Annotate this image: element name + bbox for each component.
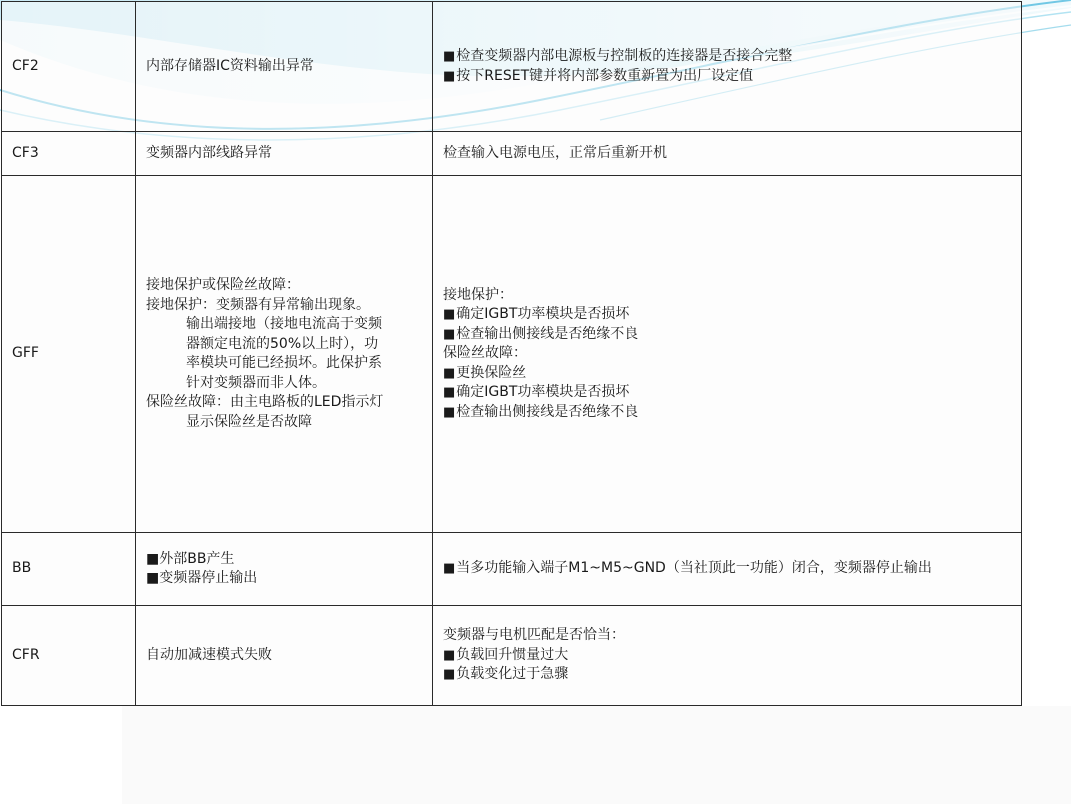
fault-code-cell [2, 533, 136, 606]
remedy-line [443, 383, 1011, 403]
fault-description-cell [136, 533, 433, 606]
description-line: 输出端接地（接地电流高于变频 [186, 316, 382, 332]
fault-code: CF3 [12, 144, 39, 161]
remedy-text: 确定IGBT功率模块是否损坏 [456, 384, 630, 401]
remedy-line [443, 364, 1011, 384]
description-line: 内部存储器IC资料输出异常 [146, 57, 314, 74]
table-row [2, 176, 1022, 533]
description-line: 保险丝故障：由主电路板的LED指示灯 [146, 394, 384, 410]
remedy-text: 当多功能输入端子M1~M5~GND（当社顶此一功能）闭合，变频器停止输出 [456, 560, 932, 577]
table-row [2, 606, 1022, 706]
remedy-line [443, 646, 1011, 666]
fault-description-cell [136, 2, 433, 132]
remedy-line [443, 344, 1011, 364]
remedy-line [443, 325, 1011, 345]
description-line: 率模块可能已经损坏。此保护系 [186, 355, 382, 371]
remedy-line [443, 144, 1011, 164]
remedy-text: 接地保护： [443, 286, 513, 303]
remedy-cell [433, 176, 1022, 533]
remedy-line [443, 559, 1011, 579]
description-line: 自动加减速模式失败 [146, 646, 272, 663]
table-row [2, 2, 1022, 132]
remedy-text: 检查变频器内部电源板与控制板的连接器是否接合完整 [456, 48, 793, 64]
remedy-line [443, 665, 1011, 685]
remedy-text: 负载回升惯量过大 [456, 646, 569, 663]
description-line: 显示保险丝是否故障 [186, 413, 312, 430]
remedy-cell [433, 606, 1022, 706]
fault-code-cell [2, 2, 136, 132]
square-bullet-icon: ■ [443, 404, 456, 420]
remedy-text: 确定IGBT功率模块是否损坏 [456, 306, 630, 323]
remedy-cell [433, 132, 1022, 176]
description-line: ■外部BB产生 [146, 550, 235, 567]
remedy-text: 按下RESET键并将内部参数重新置为出厂设定值 [456, 67, 754, 84]
table-row [2, 132, 1022, 176]
square-bullet-icon: ■ [443, 385, 456, 401]
remedy-text: 变频器与电机匹配是否恰当： [443, 627, 625, 644]
fault-code-cell [2, 176, 136, 533]
remedy-cell [433, 2, 1022, 132]
remedy-line [443, 626, 1011, 646]
fault-description-cell [136, 132, 433, 176]
fault-code-table [1, 1, 1022, 706]
square-bullet-icon: ■ [443, 365, 456, 381]
square-bullet-icon: ■ [443, 326, 456, 342]
fault-code: BB [12, 560, 32, 577]
fault-code: CF2 [12, 57, 39, 74]
remedy-line [443, 305, 1011, 325]
description-line: 接地保护或保险丝故障： [146, 277, 300, 293]
remedy-line [443, 47, 1011, 67]
square-bullet-icon: ■ [443, 49, 456, 64]
fault-description-cell [136, 176, 433, 533]
remedy-text: 保险丝故障： [443, 345, 527, 362]
fault-code-cell [2, 606, 136, 706]
remedy-text: 负载变化过于急骤 [456, 666, 569, 683]
remedy-line [443, 286, 1011, 306]
square-bullet-icon: ■ [443, 68, 456, 84]
fault-code: GFF [12, 345, 39, 362]
description-line: 变频器内部线路异常 [146, 144, 272, 161]
description-line: 针对变频器而非人体。 [186, 374, 326, 391]
remedy-text: 检查输出侧接线是否绝缘不良 [456, 325, 639, 342]
remedy-text: 更换保险丝 [456, 364, 527, 381]
square-bullet-icon: ■ [443, 667, 456, 683]
remedy-text: 检查输出侧接线是否绝缘不良 [456, 403, 639, 420]
description-line: 接地保护：变频器有异常输出现象。 [146, 296, 370, 313]
description-line: ■变频器停止输出 [146, 570, 258, 586]
remedy-line [443, 403, 1011, 423]
description-line: 器额定电流的50%以上时），功 [186, 335, 379, 352]
table-row [2, 533, 1022, 606]
background-panel [122, 706, 1071, 804]
fault-description-cell [136, 606, 433, 706]
square-bullet-icon: ■ [443, 647, 456, 663]
remedy-cell [433, 533, 1022, 606]
square-bullet-icon: ■ [443, 561, 456, 577]
fault-code: CFR [12, 646, 40, 663]
remedy-text: 检查输入电源电压，正常后重新开机 [443, 144, 667, 161]
remedy-line [443, 67, 1011, 87]
fault-code-cell [2, 132, 136, 176]
square-bullet-icon: ■ [443, 307, 456, 323]
